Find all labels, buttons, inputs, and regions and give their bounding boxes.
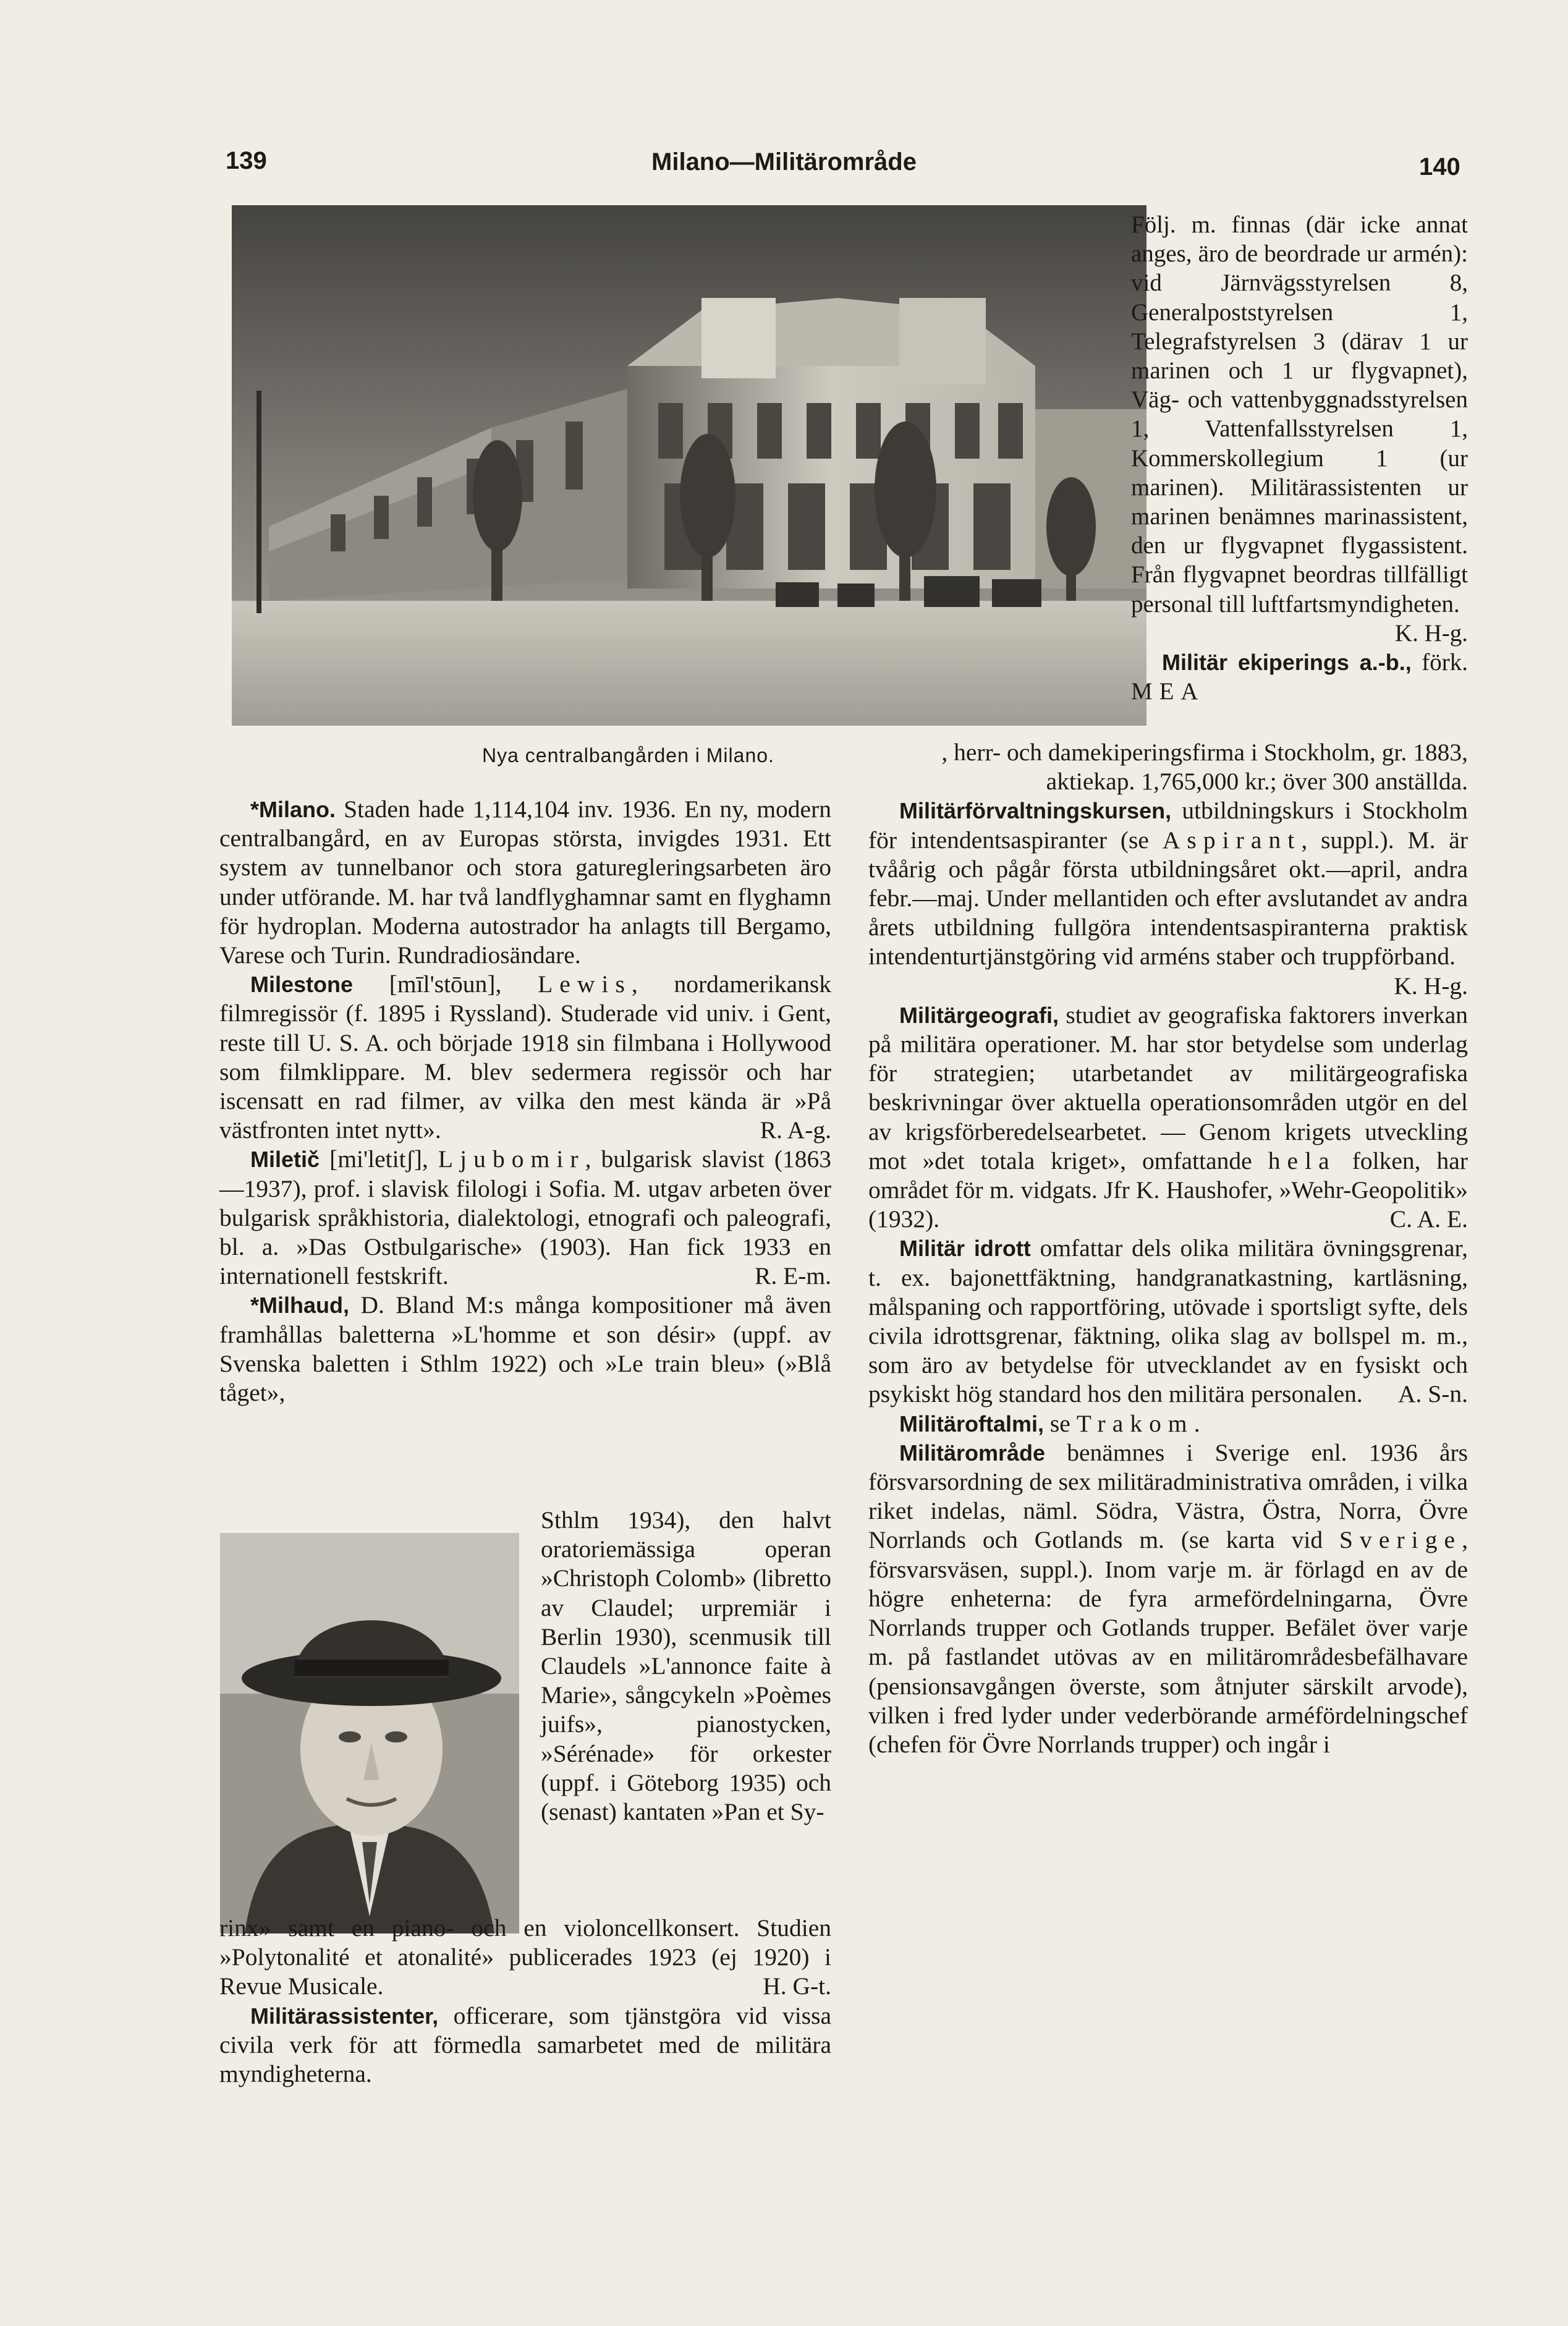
pron-miletic: [mi'letitʃ], bbox=[320, 1145, 438, 1173]
name-miletic: Ljubomir bbox=[438, 1145, 585, 1173]
text-oftalmi-1: se bbox=[1044, 1409, 1077, 1437]
entry-ekiperings-head bbox=[1131, 648, 1468, 706]
headword-geografi: Militärgeografi, bbox=[899, 1002, 1059, 1028]
headword-oftalmi: Militäroftalmi, bbox=[899, 1411, 1045, 1437]
entry-geografi bbox=[868, 1001, 1468, 1234]
page-number-left: 139 bbox=[226, 147, 267, 174]
entry-milhaud-end bbox=[219, 1914, 831, 2001]
text-assistenter: officerare, som tjänstgöra vid vissa civila verk för att förmedla samarbetet med de militära myndigheterna. bbox=[219, 2001, 831, 2088]
sig-milhaud: H. G-t. bbox=[763, 1972, 831, 2000]
text-forvaltning-1: utbildningskurs i Stockholm för intendentsaspiranter (se bbox=[868, 797, 1468, 854]
text-folj: Följ. m. finnas (där icke annat anges, äro de beordrade ur armén): vid Järnvägsstyrelsen 8, Generalpoststyrelsen 1, Telegrafstyrelsen 3 (därav 1 ur marinen och 1 ur flygvapnet), Väg- och vattenbyggnadsstyrelsen 1, Vattenfallsstyrelsen 1, Kommerskollegium 1 (ur marinen). Militärassistenten ur marinen benämnes marinassistent, den ur flygvapnet flygassistent. Från flygvapnet beordras tillfälligt personal till luftfartsmyndigheten. bbox=[1131, 211, 1468, 618]
headword-forvaltning: Militärförvaltningskursen, bbox=[899, 798, 1172, 824]
text-milhaud-wide: D. Bland M:s många kompositioner må även framhållas baletterna »L'homme et son désir» (uppf. av Svenska baletten i Sthlm 1922) och »Le train bleu» (»Blå tåget», bbox=[219, 1291, 831, 1407]
text-geografi-2: folken, har området för m. vidgats. Jfr K. Haushofer, »Wehr-Geopolitik» (1932). bbox=[868, 1147, 1468, 1233]
sig-folj: K. H-g. bbox=[1394, 619, 1468, 647]
text-omrade-2: , försvarsväsen, suppl.). Inom varje m. är förlagd en av de högre enheterna: de fyra armefördelningarna, Övre Norrlands trupper och Gotlands trupper. Befälet över varje m. på fastlandet utövas av en militärområdesbefälhavare (pensionsavgången överste, som åtnjuter särskilt arvode), vilken i fred lyder under vederbörande arméfördelningschef (chefen för Övre Norrlands trupper) och ingår i bbox=[868, 1526, 1468, 1758]
text-milano: Staden hade 1,114,104 inv. 1936. En ny, modern centralbangård, en av Europas största, invigdes 1931. Ett system av tunnelbanor och stora gaturegleringsarbeten äro under utförande. M. har två landflyghamnar samt en flyghamn för hydroplan. Moderna autostrador ha anlagts till Bergamo, Varese och Turin. Rundradiosändare. bbox=[219, 796, 831, 969]
sig-miletic: R. E-m. bbox=[755, 1262, 831, 1290]
left-column-narrow bbox=[541, 1506, 831, 1827]
entry-oftalmi bbox=[868, 1409, 1468, 1438]
entry-omrade bbox=[868, 1438, 1468, 1759]
headword-omrade: Militärområde bbox=[899, 1440, 1046, 1466]
text-omrade-1: benämnes i Sverige enl. 1936 års försvarsordning de sex militäradministrativa områden, i vilka riket indelas, näml. Södra, Västra, Östra, Norra, Övre Norrlands och Gotlands m. (se karta vid bbox=[868, 1438, 1468, 1554]
ref-trakom: Trakom bbox=[1076, 1409, 1194, 1437]
text-milhaud-narrow: Sthlm 1934), den halvt oratoriemässiga operan »Christoph Colomb» (libretto av Claudel; urpremiär i Berlin 1930), scenmusik till Claudels »L'annonce faite à Marie», sångcykeln »Poèmes juifs», pianostycken, »Sérénade» för orkester (uppf. i Göteborg 1935) och (senast) kantaten »Pan et Sy- bbox=[541, 1506, 831, 1826]
running-header: Milano—Militärområde bbox=[651, 148, 917, 176]
entry-ekiperings bbox=[868, 738, 1468, 796]
station-photo-image bbox=[232, 205, 1146, 726]
entry-milestone bbox=[219, 970, 831, 1145]
sig-geografi: C. A. E. bbox=[1389, 1205, 1468, 1233]
word-hela: hela bbox=[1268, 1147, 1336, 1174]
left-column-top bbox=[219, 795, 831, 1407]
left-column-bottom bbox=[219, 1914, 831, 2089]
headword-idrott: Militär idrott bbox=[899, 1236, 1031, 1262]
entry-assistenter bbox=[219, 2001, 831, 2089]
headword-milano: *Milano. bbox=[250, 797, 336, 822]
entry-forvaltning bbox=[868, 796, 1468, 1000]
text-idrott: omfattar dels olika militära övningsgrenar, t. ex. bajonettfäktning, handgranatkastning, kartläsning, målspaning och rapportföring, utövade i sportsligt syfte, dels civila idrottsgrenar, fäktning, olika slag av bollspel m. m., som äro av betydelse för utvecklandet av en fysiskt och psykiskt hög standard hos den militära personalen. bbox=[868, 1234, 1468, 1408]
text-milestone: , nordamerikansk filmregissör (f. 1895 i Ryssland). Studerade vid univ. i Gent, reste till U. S. A. och började 1918 sin filmbana i Hollywood som filmklippare. M. blev sedermera regissör och har iscensatt en rad filmer, av vilka den mest kända är »På västfronten intet nytt». bbox=[219, 970, 831, 1144]
headword-assistenter: Militärassistenter, bbox=[250, 2003, 439, 2029]
text-geografi-1: studiet av geografiska faktorers inverkan på militära operationer. M. har stor betydelse som underlag för strategien; utarbetandet av militärgeografiska beskrivningar över aktuella operationsområden utgör en del av krigsförberedelsearbetet. — Genom krigets utveckling mot »det totala kriget», omfattande bbox=[868, 1001, 1468, 1174]
sig-forvaltning: K. H-g. bbox=[1394, 972, 1468, 1000]
headword-ekiperings: Militär ekiperings a.-b., bbox=[1162, 650, 1412, 676]
abbr-ekiperings: MEA bbox=[1131, 678, 1205, 705]
portrait-image bbox=[220, 1533, 519, 1933]
page-number-right: 140 bbox=[1419, 153, 1460, 180]
text-oftalmi-2: . bbox=[1193, 1409, 1200, 1437]
entry-miletic bbox=[219, 1145, 831, 1291]
text-miletic: , bulgarisk slavist (1863—1937), prof. i slavisk filologi i Sofia. M. utgav arbeten över bulgarisk språkhistoria, dialektologi, etnografi och paleografi, bl. a. »Das Ostbulgarische» (1903). Han fick 1933 en internationell festskrift. bbox=[219, 1145, 831, 1290]
ref-aspirant: Aspirant bbox=[1162, 826, 1302, 854]
text-ekiperings-narrow: förk. bbox=[1411, 649, 1468, 676]
headword-milestone: Milestone bbox=[250, 972, 354, 998]
sig-idrott: A. S-n. bbox=[1397, 1380, 1468, 1408]
right-column bbox=[868, 738, 1468, 1759]
right-column-narrow bbox=[1131, 210, 1468, 706]
station-photo bbox=[232, 205, 1146, 726]
sig-milestone: R. A-g. bbox=[760, 1116, 831, 1144]
entry-folj bbox=[1131, 210, 1468, 647]
entry-milano bbox=[219, 795, 831, 970]
portrait-photo bbox=[220, 1533, 519, 1933]
pron-milestone: [mīl'stōun], bbox=[353, 970, 538, 998]
station-caption: Nya centralbangården i Milano. bbox=[482, 744, 774, 766]
entry-idrott bbox=[868, 1234, 1468, 1409]
name-milestone: Lewis bbox=[538, 970, 632, 998]
ref-sverige: Sverige bbox=[1339, 1526, 1462, 1554]
headword-miletic: Miletič bbox=[250, 1147, 320, 1173]
text-forvaltning-2: , suppl.). M. är tvåårig och pågår första utbildningsåret okt.—april, andra febr.—maj. Under mellantiden och efter avslutandet av andra årets utbildning fullgöra intendentsaspiranterna praktisk intendenturtjänstgöring vid arméns staber och truppförband. bbox=[868, 826, 1468, 970]
entry-milhaud bbox=[219, 1291, 831, 1407]
text-ekiperings: , herr- och damekiperingsfirma i Stockholm, gr. 1883, aktiekap. 1,765,000 kr.; över 300 anställda. bbox=[941, 739, 1468, 796]
text-milhaud-bottom: rinx» samt en piano- och en violoncellkonsert. Studien »Polytonalité et atonalité» publicerades 1923 (ej 1920) i Revue Musicale. bbox=[219, 1914, 831, 2000]
headword-milhaud: *Milhaud, bbox=[250, 1292, 349, 1318]
